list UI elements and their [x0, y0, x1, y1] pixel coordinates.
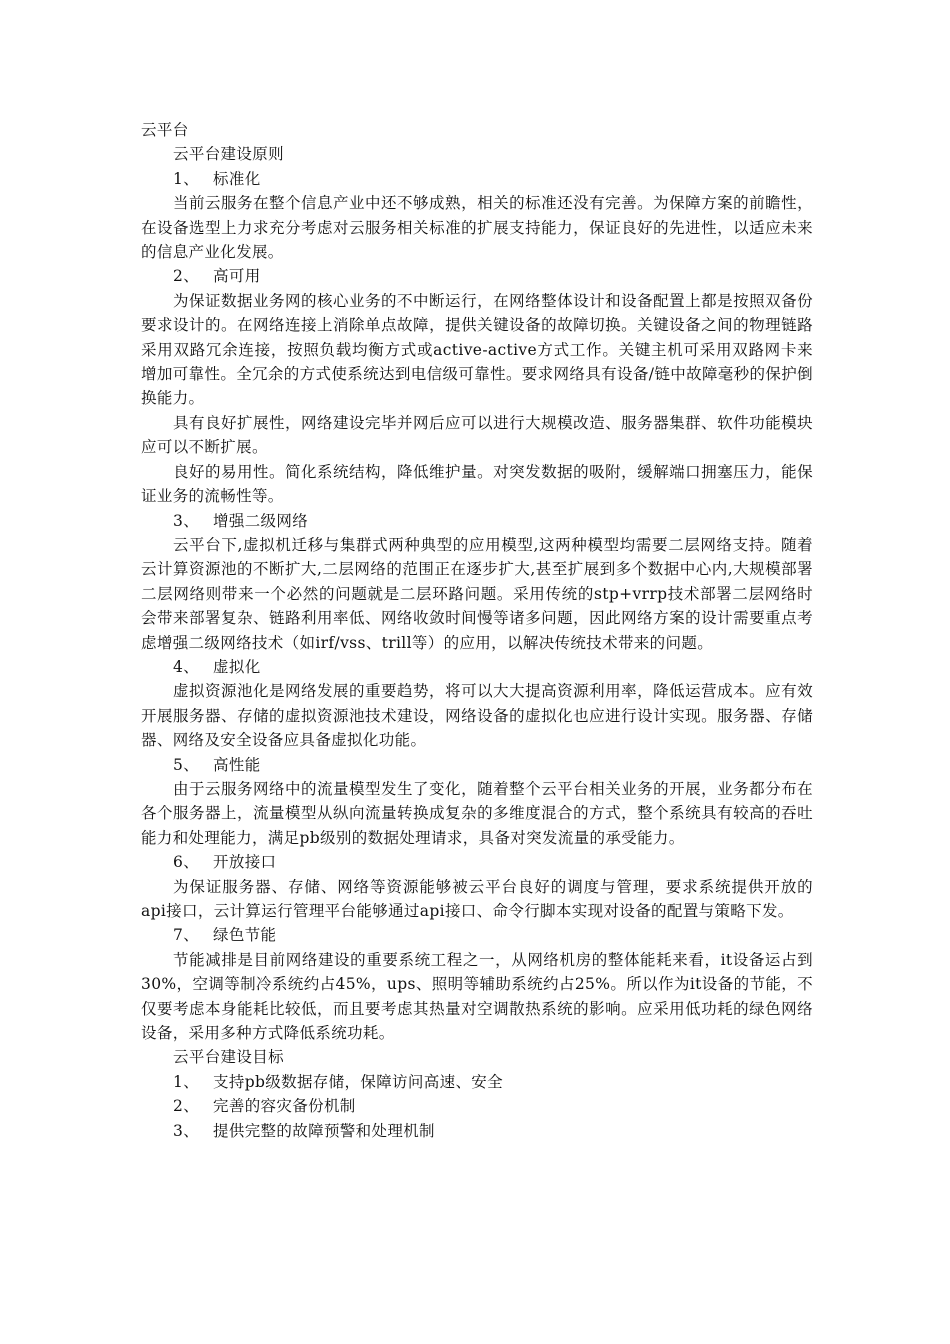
section-number: 4、 — [173, 657, 200, 676]
section-title: 开放接口 — [213, 853, 277, 872]
goals-heading: 云平台建设目标 — [173, 1048, 284, 1067]
section-paragraph: 虚拟资源池化是网络发展的重要趋势，将可以大大提高资源利用率，降低运营成本。应有效开展服务器、存储的虚拟资源池技术建设，网络设备的虚拟化也应进行设计实现。服务器、存储器、网络及安全设备应具备虚拟化功能。 — [141, 682, 813, 750]
section-number: 1、 — [173, 169, 200, 188]
section-heading — [141, 923, 813, 947]
section-paragraph: 良好的易用性。简化系统结构，降低维护量。对突发数据的吸附，缓解端口拥塞压力，能保证业务的流畅性等。 — [141, 462, 813, 506]
section-paragraph: 节能减排是目前网络建设的重要系统工程之一，从网络机房的整体能耗来看，it设备运占到30%，空调等制冷系统约占45%，ups、照明等辅助系统约占25%。所以作为it设备的节能，不仅要考虑本身能耗比较低，而且要考虑其热量对空调散热系统的影响。应采用低功耗的绿色网络设备，采用多种方式降低系统功耗。 — [141, 950, 813, 1043]
section-heading — [141, 850, 813, 874]
section-heading — [141, 264, 813, 288]
goal-item — [141, 1119, 813, 1143]
section-number: 6、 — [173, 853, 200, 872]
section-title: 虚拟化 — [213, 657, 261, 676]
section-paragraph: 为保证服务器、存储、网络等资源能够被云平台良好的调度与管理，要求系统提供开放的api接口，云计算运行管理平台能够通过api接口、命令行脚本实现对设备的配置与策略下发。 — [141, 877, 813, 920]
section-number: 3、 — [173, 511, 200, 530]
section-paragraph: 具有良好扩展性，网络建设完毕并网后应可以进行大规模改造、服务器集群、软件功能模块应可以不断扩展。 — [141, 413, 813, 457]
section-title: 绿色节能 — [213, 926, 277, 945]
goal-number: 2、 — [173, 1097, 200, 1116]
goal-item — [141, 1094, 813, 1118]
goal-text: 提供完整的故障预警和处理机制 — [213, 1121, 435, 1140]
goal-number: 1、 — [173, 1072, 200, 1091]
section-heading — [141, 753, 813, 777]
section-number: 7、 — [173, 926, 200, 945]
section-paragraph: 为保证数据业务网的核心业务的不中断运行，在网络整体设计和设备配置上都是按照双备份要求设计的。在网络连接上消除单点故障，提供关键设备的故障切换。关键设备之间的物理链路采用双路冗余连接，按照负载均衡方式或active-active方式工作。关键主机可采用双路网卡来增加可靠性。全冗余的方式使系统达到电信级可靠性。要求网络具有设备/链中故障毫秒的保护倒换能力。 — [141, 291, 813, 408]
section-title: 增强二级网络 — [213, 511, 309, 530]
document-body — [141, 118, 813, 1143]
goal-text: 完善的容灾备份机制 — [213, 1097, 356, 1116]
section-heading — [141, 167, 813, 191]
goal-number: 3、 — [173, 1121, 200, 1140]
goal-text: 支持pb级数据存储，保障访问高速、安全 — [213, 1072, 503, 1091]
principles-heading: 云平台建设原则 — [173, 145, 284, 164]
section-title: 高性能 — [213, 755, 261, 774]
section-heading — [141, 655, 813, 679]
section-number: 2、 — [173, 267, 200, 286]
section-paragraph: 云平台下,虚拟机迁移与集群式两种典型的应用模型,这两种模型均需要二层网络支持。随着云计算资源池的不断扩大,二层网络的范围正在逐步扩大,甚至扩展到多个数据中心内,大规模部署二层网络则带来一个必然的问题就是二层环路问题。采用传统的stp+vrrp技术部署二层网络时会带来部署复杂、链路利用率低、网络收敛时间慢等诸多问题，因此网络方案的设计需要重点考虑增强二级网络技术（如irf/vss、trill等）的应用，以解决传统技术带来的问题。 — [141, 535, 813, 652]
section-paragraph: 当前云服务在整个信息产业中还不够成熟，相关的标准还没有完善。为保障方案的前瞻性，在设备选型上力求充分考虑对云服务相关标准的扩展支持能力，保证良好的先进性，以适应未来的信息产业化发展。 — [141, 194, 813, 262]
section-paragraph: 由于云服务网络中的流量模型发生了变化，随着整个云平台相关业务的开展，业务都分布在各个服务器上，流量模型从纵向流量转换成复杂的多维度混合的方式，整个系统具有较高的吞吐能力和处理能力，满足pb级别的数据处理请求，具备对突发流量的承受能力。 — [141, 779, 813, 847]
section-title: 标准化 — [213, 169, 261, 188]
goal-item — [141, 1070, 813, 1094]
section-heading — [141, 509, 813, 533]
document-title: 云平台 — [141, 121, 189, 139]
section-title: 高可用 — [213, 267, 261, 286]
section-number: 5、 — [173, 755, 200, 774]
